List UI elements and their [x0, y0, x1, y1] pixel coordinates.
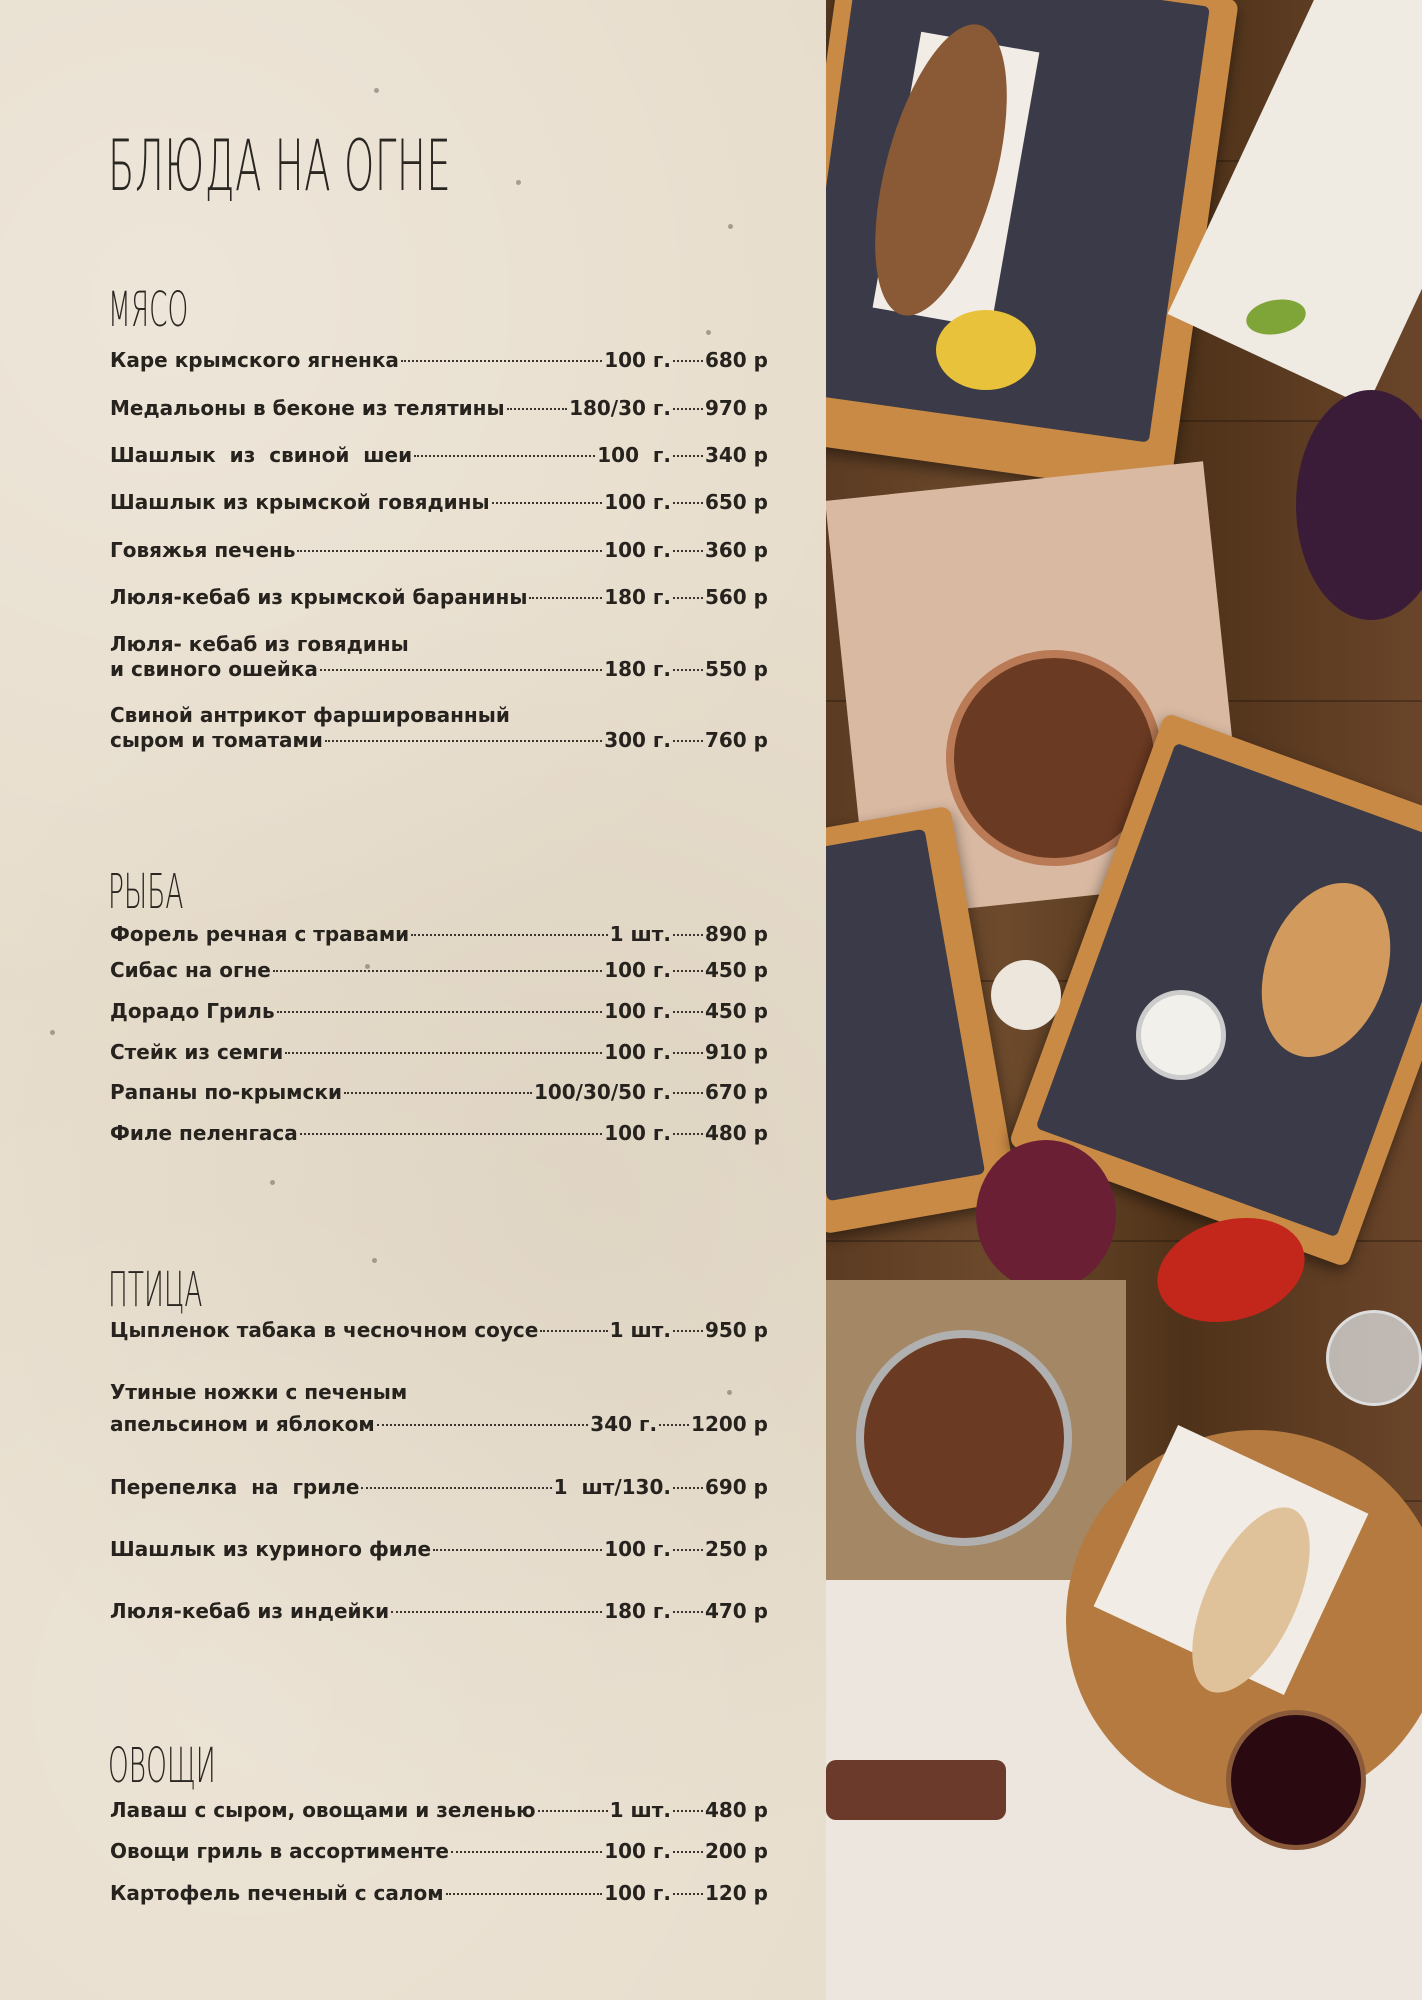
- page-title: БЛЮДА НА ОГНЕ: [108, 125, 452, 207]
- dot-leader: [451, 1851, 602, 1853]
- item-name: сыром и томатами: [110, 728, 323, 752]
- menu-item: [110, 1040, 768, 1065]
- item-name: Шашлык из свиной шеи: [110, 443, 413, 467]
- menu-item: [110, 585, 768, 610]
- item-name: Шашлык из куриного филе: [110, 1537, 432, 1561]
- item-amount: 100 г.: [604, 1537, 671, 1561]
- item-price: 760 р: [704, 728, 768, 752]
- item-amount: 100 г.: [604, 538, 671, 562]
- dot-leader: [673, 934, 703, 936]
- item-name: Сибас на огне: [110, 958, 271, 982]
- item-amount: 180 г.: [604, 657, 671, 681]
- sauce-bowl: [1136, 990, 1226, 1080]
- dot-leader: [673, 1092, 703, 1094]
- section-title-poultry: ПТИЦА: [108, 1262, 203, 1318]
- dot-leader: [673, 408, 703, 410]
- paper-speck: [728, 224, 733, 229]
- item-price: 250 р: [704, 1537, 768, 1561]
- dot-leader: [673, 1487, 703, 1489]
- dot-leader: [285, 1052, 602, 1054]
- dot-leader: [529, 597, 602, 599]
- menu-item: [110, 632, 768, 682]
- menu-item: [110, 490, 768, 515]
- item-amount: 1 шт.: [609, 1318, 671, 1342]
- dot-leader: [673, 740, 703, 742]
- item-amount: 100 г.: [604, 490, 671, 514]
- menu-item: [110, 1475, 768, 1500]
- item-amount: 100 г.: [604, 1121, 671, 1145]
- item-name: Овощи гриль в ассортименте: [110, 1839, 449, 1863]
- item-name: Каре крымского ягненка: [110, 348, 399, 372]
- dot-leader: [673, 1133, 703, 1135]
- item-name-line: Утиные ножки с печеным: [110, 1380, 408, 1404]
- dot-leader: [344, 1092, 532, 1094]
- menu-item: [110, 1881, 768, 1906]
- dot-leader: [325, 740, 602, 742]
- dot-leader: [673, 669, 703, 671]
- item-name: Форель речная с травами: [110, 922, 410, 946]
- menu-item: [110, 1121, 768, 1146]
- mushroom: [991, 960, 1061, 1030]
- item-name-line: Люля- кебаб из говядины: [110, 632, 409, 656]
- dot-leader: [507, 408, 567, 410]
- menu-item: [110, 922, 768, 947]
- dot-leader: [673, 1893, 703, 1895]
- item-price: 970 р: [704, 396, 768, 420]
- dot-leader: [659, 1424, 689, 1426]
- dot-leader: [538, 1810, 608, 1812]
- dot-leader: [297, 550, 602, 552]
- menu-item: [110, 703, 768, 753]
- menu-item: [110, 538, 768, 563]
- dot-leader: [673, 1851, 703, 1853]
- section-title-fish: РЫБА: [108, 864, 184, 920]
- dot-leader: [446, 1893, 603, 1895]
- item-name: Люля-кебаб из крымской баранины: [110, 585, 528, 609]
- lemon: [936, 310, 1036, 390]
- item-amount: 180 г.: [604, 585, 671, 609]
- dot-leader: [401, 360, 602, 362]
- dot-leader: [673, 360, 703, 362]
- item-name: апельсином и яблоком: [110, 1412, 375, 1436]
- dot-leader: [277, 1011, 603, 1013]
- menu-item: [110, 1839, 768, 1864]
- item-price: 650 р: [704, 490, 768, 514]
- item-price: 480 р: [704, 1121, 768, 1145]
- paper-speck: [374, 88, 379, 93]
- dot-leader: [433, 1549, 602, 1551]
- dot-leader: [377, 1424, 589, 1426]
- dot-leader: [540, 1330, 607, 1332]
- item-price: 340 р: [704, 443, 768, 467]
- item-amount: 100 г.: [597, 443, 671, 467]
- pan-chicken: [856, 1330, 1072, 1546]
- food-photo-collage-icon: [826, 0, 1422, 2000]
- item-price: 1200 р: [691, 1412, 768, 1436]
- item-amount: 180 г.: [604, 1599, 671, 1623]
- item-price: 670 р: [704, 1080, 768, 1104]
- section-title-meat: МЯСО: [108, 282, 189, 338]
- menu-item: [110, 1599, 768, 1624]
- paper-speck: [706, 330, 711, 335]
- item-amount: 180/30 г.: [569, 396, 671, 420]
- dot-leader: [673, 1549, 703, 1551]
- menu-item: [110, 348, 768, 373]
- item-name: Шашлык из крымской говядины: [110, 490, 490, 514]
- item-amount: 100 г.: [604, 999, 671, 1023]
- item-amount: 100/30/50 г.: [533, 1080, 671, 1104]
- paper-speck: [516, 180, 521, 185]
- item-price: 450 р: [704, 958, 768, 982]
- item-name: и свиного ошейка: [110, 657, 318, 681]
- dot-leader: [273, 970, 602, 972]
- item-amount: 100 г.: [604, 348, 671, 372]
- item-name: Стейк из семги: [110, 1040, 284, 1064]
- item-price: 470 р: [704, 1599, 768, 1623]
- dot-leader: [673, 1330, 703, 1332]
- item-price: 890 р: [704, 922, 768, 946]
- dot-leader: [300, 1133, 602, 1135]
- paper-speck: [372, 1258, 377, 1263]
- item-name: Филе пеленгаса: [110, 1121, 298, 1145]
- dot-leader: [673, 597, 703, 599]
- item-price: 950 р: [704, 1318, 768, 1342]
- item-name: Медальоны в беконе из телятины: [110, 396, 505, 420]
- item-name: Лаваш с сыром, овощами и зеленью: [110, 1798, 536, 1822]
- menu-item: [110, 958, 768, 983]
- item-amount: 1 шт.: [609, 922, 671, 946]
- item-amount: 100 г.: [604, 1839, 671, 1863]
- dot-leader: [361, 1487, 551, 1489]
- item-amount: 100 г.: [604, 958, 671, 982]
- item-name: Рапаны по-крымски: [110, 1080, 342, 1104]
- dot-leader: [673, 1011, 703, 1013]
- item-amount: 340 г.: [590, 1412, 658, 1436]
- cinnamon-sticks: [826, 1760, 1006, 1820]
- item-price: 200 р: [704, 1839, 768, 1863]
- item-name: Дорадо Гриль: [110, 999, 275, 1023]
- item-name: Перепелка на гриле: [110, 1475, 360, 1499]
- paper-speck: [270, 1180, 275, 1185]
- dot-leader: [673, 970, 703, 972]
- dot-leader: [673, 1052, 703, 1054]
- item-amount: 1 шт/130.: [553, 1475, 671, 1499]
- menu-item: [110, 443, 768, 468]
- item-price: 910 р: [704, 1040, 768, 1064]
- menu-item: [110, 1080, 768, 1105]
- item-price: 450 р: [704, 999, 768, 1023]
- menu-item: [110, 1798, 768, 1823]
- section-title-vegetables: ОВОЩИ: [108, 1738, 216, 1794]
- dot-leader: [673, 455, 703, 457]
- item-price: 550 р: [704, 657, 768, 681]
- item-name: Цыпленок табака в чесночном соусе: [110, 1318, 539, 1342]
- glass: [1326, 1310, 1422, 1406]
- paper-speck: [50, 1030, 55, 1035]
- dot-leader: [673, 1810, 703, 1812]
- item-amount: 100 г.: [604, 1040, 671, 1064]
- item-price: 360 р: [704, 538, 768, 562]
- dot-leader: [492, 502, 603, 504]
- menu-item: [110, 1318, 768, 1343]
- item-price: 560 р: [704, 585, 768, 609]
- dot-leader: [673, 1611, 703, 1613]
- item-name: Люля-кебаб из индейки: [110, 1599, 390, 1623]
- item-name: Картофель печеный с салом: [110, 1881, 444, 1905]
- item-price: 120 р: [704, 1881, 768, 1905]
- menu-item: [110, 396, 768, 421]
- item-amount: 1 шт.: [609, 1798, 671, 1822]
- menu-item: [110, 1380, 768, 1437]
- item-price: 480 р: [704, 1798, 768, 1822]
- item-price: 680 р: [704, 348, 768, 372]
- item-amount: 300 г.: [604, 728, 671, 752]
- dot-leader: [320, 669, 602, 671]
- red-onion: [976, 1140, 1116, 1290]
- basil: [1296, 390, 1422, 620]
- item-amount: 100 г.: [604, 1881, 671, 1905]
- item-name: Говяжья печень: [110, 538, 296, 562]
- menu-item: [110, 999, 768, 1024]
- sauce-jar: [1226, 1710, 1366, 1850]
- menu-item: [110, 1537, 768, 1562]
- item-name-line: Свиной антрикот фаршированный: [110, 703, 510, 727]
- dot-leader: [391, 1611, 602, 1613]
- dot-leader: [673, 502, 703, 504]
- dot-leader: [414, 455, 595, 457]
- dot-leader: [673, 550, 703, 552]
- dot-leader: [411, 934, 607, 936]
- item-price: 690 р: [704, 1475, 768, 1499]
